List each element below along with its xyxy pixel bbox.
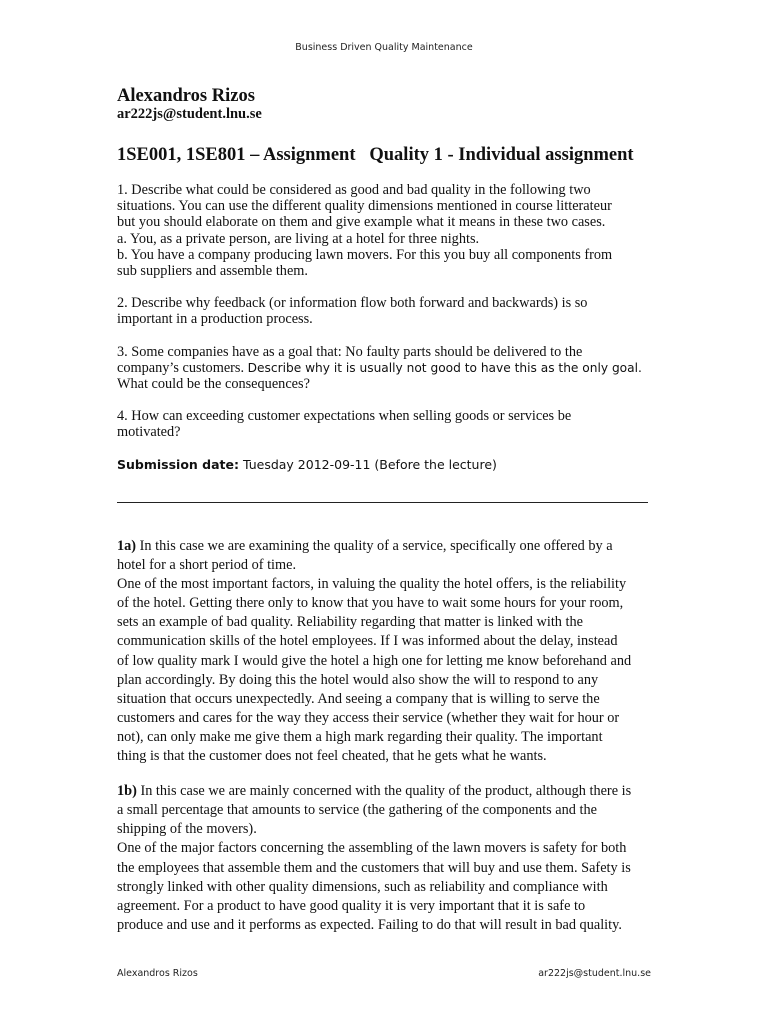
- footer-email: ar222js@student.lnu.se: [538, 968, 651, 979]
- question-1-line: situations. You can use the different quality dimensions mentioned in course litterateur: [117, 198, 612, 215]
- answer-1a-line: thing is that the customer does not feel cheated, that he gets what he wants.: [117, 748, 547, 765]
- answer-1a-line: [117, 537, 657, 556]
- question-3-line: [117, 360, 657, 376]
- submission-date: [117, 457, 657, 473]
- question-3: [117, 344, 657, 393]
- author-name: Alexandros Rizos: [117, 86, 255, 106]
- answer-1a-line: not), can only make me give them a high mark regarding their quality. The important: [117, 728, 603, 745]
- answer-1b-line: shipping of the movers).: [117, 821, 257, 838]
- answer-1a-line: sets an example of bad quality. Reliability regarding that matter is linked with the: [117, 614, 583, 631]
- author-email: ar222js@student.lnu.se: [117, 106, 262, 122]
- question-3-line: What could be the consequences?: [117, 376, 310, 393]
- question-2: [117, 295, 657, 327]
- answer-1a-text: In this case we are examining the quality of a service, specifically one offered by a: [136, 538, 613, 554]
- question-3-line: 3. Some companies have as a goal that: No faulty parts should be delivered to the: [117, 343, 583, 360]
- question-1-line: a. You, as a private person, are living at a hotel for three nights.: [117, 230, 480, 247]
- answer-1b-line: the employees that assemble them and the customers that will buy and use them. Safety is: [117, 859, 631, 876]
- answer-1a-line: of low quality mark I would give the hotel a high one for letting me know beforehand and: [117, 652, 632, 669]
- answer-1a-line: One of the most important factors, in valuing the quality the hotel offers, is the reliability: [117, 576, 627, 593]
- horizontal-divider: [117, 502, 648, 503]
- answer-1a-line: customers and cares for the way they access their service (whether they wait for hour or: [117, 709, 620, 726]
- answer-1a: [117, 537, 657, 766]
- answer-1b-line: produce and use and it performs as expected. Failing to do that will result in bad quality.: [117, 916, 622, 933]
- question-2-line: 2. Describe why feedback (or information flow both forward and backwards) is so: [117, 295, 588, 312]
- question-1-line: 1. Describe what could be considered as good and bad quality in the following two: [117, 182, 591, 198]
- answer-1a-line: of the hotel. Getting there only to know that you have to wait some hours for your room,: [117, 595, 624, 612]
- page-header: Business Driven Quality Maintenance: [295, 42, 473, 53]
- answer-1a-line: communication skills of the hotel employees. If I was informed about the delay, instead: [117, 633, 618, 650]
- question-1-line: but you should elaborate on them and give example what it means in these two cases.: [117, 214, 606, 231]
- answer-1b-line: One of the major factors concerning the assembling of the lawn movers is safety for both: [117, 840, 627, 857]
- question-1: [117, 182, 657, 279]
- question-4-line: motivated?: [117, 424, 181, 441]
- assignment-title: [117, 144, 657, 166]
- answer-1a-line: situation that occurs unexpectedly. And seeing a company that is willing to serve the: [117, 690, 600, 707]
- answer-1b-line: agreement. For a product to have good quality it is very important that it is safe to: [117, 897, 586, 914]
- document-body: [117, 86, 657, 473]
- question-4-line: 4. How can exceeding customer expectations when selling goods or services be: [117, 408, 572, 425]
- answers-section: [117, 537, 657, 951]
- answer-1b-line: strongly linked with other quality dimensions, such as reliability and compliance with: [117, 878, 608, 895]
- answer-1b: [117, 782, 657, 935]
- question-2-line: important in a production process.: [117, 311, 313, 328]
- answer-1b-label: 1b): [117, 783, 137, 800]
- question-1-line: b. You have a company producing lawn movers. For this you buy all components from: [117, 246, 613, 263]
- answer-1b-line: a small percentage that amounts to service (the gathering of the components and the: [117, 802, 597, 819]
- answer-1a-line: plan accordingly. By doing this the hotel would also show the will to respond to any: [117, 671, 599, 688]
- answer-1b-line: [117, 782, 657, 801]
- answer-1a-line: hotel for a short period of time.: [117, 557, 297, 574]
- question-1-line: sub suppliers and assemble them.: [117, 263, 308, 280]
- assignment-title-text: 1SE001, 1SE801 – Assignment Quality 1 - Individual assignment: [117, 145, 634, 165]
- answer-1a-label: 1a): [117, 538, 137, 554]
- question-3-line-serif: company’s customers.: [117, 359, 248, 376]
- submission-label: Submission date:: [117, 456, 239, 472]
- question-3-line-sans: Describe why it is usually not good to have this as the only goal.: [247, 360, 642, 375]
- question-4: [117, 408, 657, 440]
- footer-author: Alexandros Rizos: [117, 968, 198, 979]
- submission-value: Tuesday 2012-09-11 (Before the lecture): [239, 456, 497, 472]
- answer-1b-text: In this case we are mainly concerned with the quality of the product, although there is: [136, 783, 632, 800]
